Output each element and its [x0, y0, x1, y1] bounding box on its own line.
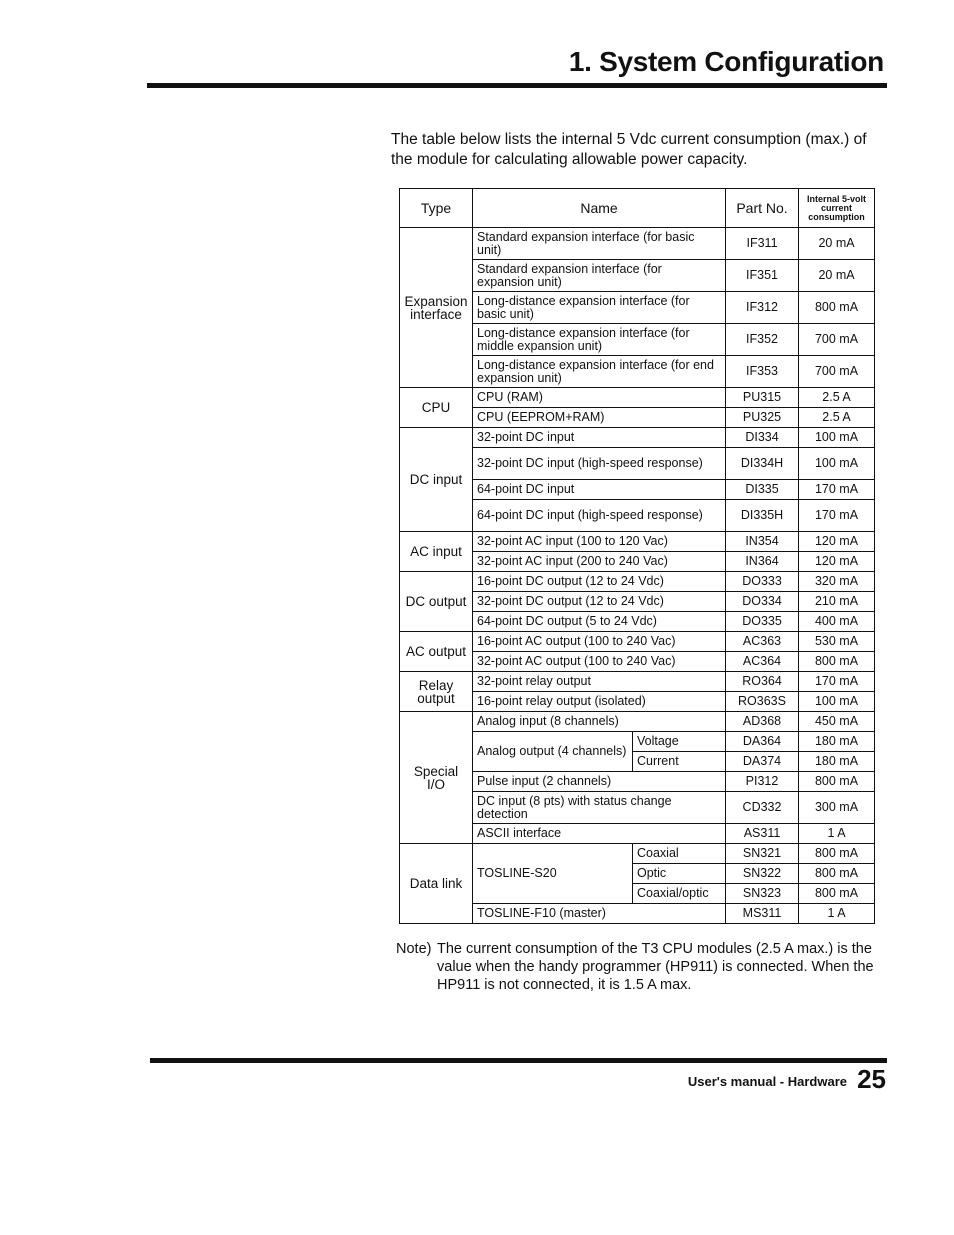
value-cell: 120 mA — [799, 532, 875, 552]
name-cell: 64-point DC output (5 to 24 Vdc) — [473, 612, 726, 632]
type-cell: CPU — [400, 388, 473, 428]
value-cell: 180 mA — [799, 752, 875, 772]
part-cell: PU325 — [726, 408, 799, 428]
page-title: 1. System Configuration — [568, 46, 884, 77]
value-cell: 100 mA — [799, 448, 875, 480]
current-consumption-table — [399, 188, 875, 924]
value-cell: 400 mA — [799, 612, 875, 632]
name-cell: TOSLINE-S20 — [473, 844, 633, 904]
table-row — [400, 532, 875, 552]
part-cell: MS311 — [726, 904, 799, 924]
type-cell: AC output — [400, 632, 473, 672]
part-cell: SN321 — [726, 844, 799, 864]
value-cell: 1 A — [799, 824, 875, 844]
value-cell: 700 mA — [799, 324, 875, 356]
name-cell: Analog output (4 channels) — [473, 732, 633, 772]
type-cell: Relay output — [400, 672, 473, 712]
type-cell: Expansion interface — [400, 228, 473, 388]
sub-cell: Coaxial/optic — [633, 884, 726, 904]
part-cell: DI334 — [726, 428, 799, 448]
table-row — [400, 572, 875, 592]
name-cell: Analog input (8 channels) — [473, 712, 726, 732]
part-cell: DI334H — [726, 448, 799, 480]
value-cell: 2.5 A — [799, 408, 875, 428]
name-cell: 64-point DC input — [473, 480, 726, 500]
part-cell: IF312 — [726, 292, 799, 324]
part-cell: IN364 — [726, 552, 799, 572]
table-row — [400, 228, 875, 260]
intro-paragraph: The table below lists the internal 5 Vdc current consumption (max.) of the module for calculating allowable power capacity. — [391, 131, 867, 168]
sub-cell: Coaxial — [633, 844, 726, 864]
part-cell: AD368 — [726, 712, 799, 732]
page-number: 25 — [857, 1064, 886, 1094]
value-cell: 800 mA — [799, 864, 875, 884]
value-cell: 210 mA — [799, 592, 875, 612]
footer-label: User's manual - Hardware — [687, 1074, 847, 1089]
table-row — [400, 632, 875, 652]
name-cell: Pulse input (2 channels) — [473, 772, 726, 792]
header-type: Type — [400, 189, 473, 228]
header-name: Name — [473, 189, 726, 228]
name-cell: 32-point relay output — [473, 672, 726, 692]
name-cell: 32-point DC input — [473, 428, 726, 448]
part-cell: AS311 — [726, 824, 799, 844]
part-cell: DO334 — [726, 592, 799, 612]
table-row — [400, 428, 875, 448]
value-cell: 20 mA — [799, 228, 875, 260]
sub-cell: Optic — [633, 864, 726, 884]
name-cell: Long-distance expansion interface (for end expansion unit) — [473, 356, 726, 388]
name-cell: Long-distance expansion interface (for basic unit) — [473, 292, 726, 324]
name-cell: TOSLINE-F10 (master) — [473, 904, 726, 924]
name-cell: Long-distance expansion interface (for middle expansion unit) — [473, 324, 726, 356]
value-cell: 170 mA — [799, 480, 875, 500]
type-cell: Data link — [400, 844, 473, 924]
table-row — [400, 712, 875, 732]
name-cell: 16-point AC output (100 to 240 Vac) — [473, 632, 726, 652]
value-cell: 100 mA — [799, 428, 875, 448]
name-cell: 32-point AC input (200 to 240 Vac) — [473, 552, 726, 572]
name-cell: CPU (EEPROM+RAM) — [473, 408, 726, 428]
table-row — [400, 388, 875, 408]
value-cell: 170 mA — [799, 672, 875, 692]
part-cell: CD332 — [726, 792, 799, 824]
header-rule — [147, 83, 887, 88]
part-cell: DO333 — [726, 572, 799, 592]
name-cell: 32-point AC output (100 to 240 Vac) — [473, 652, 726, 672]
value-cell: 170 mA — [799, 500, 875, 532]
part-cell: IF353 — [726, 356, 799, 388]
type-cell: DC input — [400, 428, 473, 532]
table-header-row — [400, 189, 875, 228]
value-cell: 800 mA — [799, 292, 875, 324]
part-cell: IF352 — [726, 324, 799, 356]
part-cell: PU315 — [726, 388, 799, 408]
part-cell: SN323 — [726, 884, 799, 904]
part-cell: DI335 — [726, 480, 799, 500]
footer-rule — [150, 1058, 887, 1063]
name-cell: 32-point DC input (high-speed response) — [473, 448, 726, 480]
note-label: Note) — [396, 941, 432, 957]
value-cell: 120 mA — [799, 552, 875, 572]
type-cell: Special I/O — [400, 712, 473, 844]
name-cell: Standard expansion interface (for expansion unit) — [473, 260, 726, 292]
type-cell: DC output — [400, 572, 473, 632]
value-cell: 2.5 A — [799, 388, 875, 408]
part-cell: SN322 — [726, 864, 799, 884]
name-cell: CPU (RAM) — [473, 388, 726, 408]
type-cell: AC input — [400, 532, 473, 572]
part-cell: IF351 — [726, 260, 799, 292]
part-cell: IN354 — [726, 532, 799, 552]
value-cell: 100 mA — [799, 692, 875, 712]
name-cell: Standard expansion interface (for basic unit) — [473, 228, 726, 260]
value-cell: 800 mA — [799, 652, 875, 672]
name-cell: 32-point DC output (12 to 24 Vdc) — [473, 592, 726, 612]
table-row — [400, 844, 875, 864]
part-cell: DA364 — [726, 732, 799, 752]
part-cell: PI312 — [726, 772, 799, 792]
part-cell: AC363 — [726, 632, 799, 652]
part-cell: DO335 — [726, 612, 799, 632]
name-cell: ASCII interface — [473, 824, 726, 844]
header-consumption: Internal 5-volt current consumption — [799, 189, 875, 228]
part-cell: RO363S — [726, 692, 799, 712]
value-cell: 530 mA — [799, 632, 875, 652]
name-cell: 16-point relay output (isolated) — [473, 692, 726, 712]
part-cell: RO364 — [726, 672, 799, 692]
name-cell: 16-point DC output (12 to 24 Vdc) — [473, 572, 726, 592]
value-cell: 800 mA — [799, 772, 875, 792]
name-cell: 32-point AC input (100 to 120 Vac) — [473, 532, 726, 552]
value-cell: 700 mA — [799, 356, 875, 388]
table-row — [400, 672, 875, 692]
value-cell: 320 mA — [799, 572, 875, 592]
sub-cell: Current — [633, 752, 726, 772]
header-part-no: Part No. — [726, 189, 799, 228]
value-cell: 180 mA — [799, 732, 875, 752]
part-cell: DI335H — [726, 500, 799, 532]
name-cell: DC input (8 pts) with status change detection — [473, 792, 726, 824]
note — [396, 940, 876, 994]
note-text: The current consumption of the T3 CPU modules (2.5 A max.) is the value when the handy programmer (HP911) is connected. When the HP911 is not connected, it is 1.5 A max. — [437, 941, 874, 993]
part-cell: AC364 — [726, 652, 799, 672]
value-cell: 800 mA — [799, 884, 875, 904]
part-cell: DA374 — [726, 752, 799, 772]
part-cell: IF311 — [726, 228, 799, 260]
value-cell: 1 A — [799, 904, 875, 924]
value-cell: 20 mA — [799, 260, 875, 292]
sub-cell: Voltage — [633, 732, 726, 752]
name-cell: 64-point DC input (high-speed response) — [473, 500, 726, 532]
value-cell: 300 mA — [799, 792, 875, 824]
value-cell: 450 mA — [799, 712, 875, 732]
value-cell: 800 mA — [799, 844, 875, 864]
